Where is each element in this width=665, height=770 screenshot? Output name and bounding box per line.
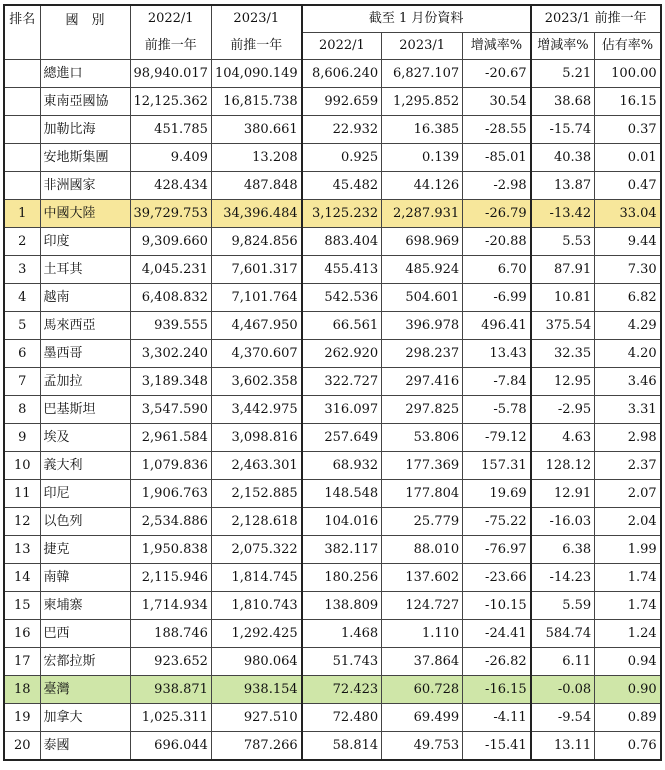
country-cell: 巴西	[40, 620, 130, 648]
rank-cell: 10	[4, 452, 40, 480]
value-2022-prior-year: 4,045.231	[130, 256, 211, 284]
country-cell: 加拿大	[40, 704, 130, 732]
value-2022-jan: 3,125.232	[302, 200, 382, 228]
value-2022-jan: 316.097	[302, 396, 382, 424]
header-col1-bottom: 前推一年	[130, 33, 211, 60]
value-2023-prior-year: 7,601.317	[211, 256, 301, 284]
change-rate-jan: -20.67	[463, 60, 531, 88]
value-2022-prior-year: 1,025.311	[130, 704, 211, 732]
rank-cell	[4, 116, 40, 144]
country-cell: 以色列	[40, 508, 130, 536]
value-2023-jan: 137.602	[382, 564, 463, 592]
value-2023-jan: 297.416	[382, 368, 463, 396]
value-2023-jan: 69.499	[382, 704, 463, 732]
value-2022-jan: 138.809	[302, 592, 382, 620]
share-rate: 1.74	[595, 564, 661, 592]
rank-cell	[4, 60, 40, 88]
value-2023-prior-year: 1,810.743	[211, 592, 301, 620]
table-row	[4, 340, 661, 368]
change-rate-prior-year: -14.23	[531, 564, 595, 592]
table-row	[4, 144, 661, 172]
share-rate: 100.00	[595, 60, 661, 88]
value-2022-jan: 180.256	[302, 564, 382, 592]
share-rate: 7.30	[595, 256, 661, 284]
value-2022-prior-year: 3,302.240	[130, 340, 211, 368]
table-body	[4, 60, 661, 761]
value-2023-jan: 177.369	[382, 452, 463, 480]
table-row	[4, 228, 661, 256]
table-row	[4, 396, 661, 424]
value-2023-jan: 1.110	[382, 620, 463, 648]
country-cell: 孟加拉	[40, 368, 130, 396]
value-2022-prior-year: 451.785	[130, 116, 211, 144]
change-rate-prior-year: -9.54	[531, 704, 595, 732]
value-2022-jan: 58.814	[302, 732, 382, 761]
value-2023-prior-year: 2,152.885	[211, 480, 301, 508]
value-2023-jan: 0.139	[382, 144, 463, 172]
value-2022-prior-year: 188.746	[130, 620, 211, 648]
value-2022-jan: 992.659	[302, 88, 382, 116]
value-2022-prior-year: 938.871	[130, 676, 211, 704]
change-rate-prior-year: 32.35	[531, 340, 595, 368]
change-rate-prior-year: 87.91	[531, 256, 595, 284]
value-2022-prior-year: 12,125.362	[130, 88, 211, 116]
table-row	[4, 536, 661, 564]
value-2023-prior-year: 487.848	[211, 172, 301, 200]
country-cell: 墨西哥	[40, 340, 130, 368]
change-rate-prior-year: 13.11	[531, 732, 595, 761]
value-2022-jan: 45.482	[302, 172, 382, 200]
change-rate-jan: -2.98	[463, 172, 531, 200]
change-rate-prior-year: 5.53	[531, 228, 595, 256]
table-row	[4, 312, 661, 340]
change-rate-jan: -75.22	[463, 508, 531, 536]
value-2022-prior-year: 2,961.584	[130, 424, 211, 452]
change-rate-prior-year: 375.54	[531, 312, 595, 340]
country-cell: 印度	[40, 228, 130, 256]
header-col1-top: 2022/1	[130, 5, 211, 33]
value-2023-prior-year: 787.266	[211, 732, 301, 761]
change-rate-jan: -24.41	[463, 620, 531, 648]
value-2022-jan: 542.536	[302, 284, 382, 312]
value-2022-jan: 66.561	[302, 312, 382, 340]
share-rate: 9.44	[595, 228, 661, 256]
header-col6: 增減率%	[531, 33, 595, 60]
table-row	[4, 368, 661, 396]
value-2023-jan: 2,287.931	[382, 200, 463, 228]
rank-cell: 4	[4, 284, 40, 312]
header-col4: 2023/1	[382, 33, 463, 60]
change-rate-prior-year: -16.03	[531, 508, 595, 536]
change-rate-prior-year: 6.11	[531, 648, 595, 676]
country-cell: 義大利	[40, 452, 130, 480]
value-2023-jan: 485.924	[382, 256, 463, 284]
value-2022-jan: 883.404	[302, 228, 382, 256]
country-cell: 泰國	[40, 732, 130, 761]
share-rate: 2.37	[595, 452, 661, 480]
table-row	[4, 452, 661, 480]
value-2023-prior-year: 16,815.738	[211, 88, 301, 116]
rank-cell: 20	[4, 732, 40, 761]
value-2022-prior-year: 939.555	[130, 312, 211, 340]
country-cell: 越南	[40, 284, 130, 312]
value-2022-jan: 1.468	[302, 620, 382, 648]
country-cell: 總進口	[40, 60, 130, 88]
value-2023-jan: 16.385	[382, 116, 463, 144]
value-2023-jan: 504.601	[382, 284, 463, 312]
value-2022-prior-year: 1,079.836	[130, 452, 211, 480]
share-rate: 0.37	[595, 116, 661, 144]
country-cell: 南韓	[40, 564, 130, 592]
country-cell: 東南亞國協	[40, 88, 130, 116]
table-row	[4, 256, 661, 284]
change-rate-jan: -15.41	[463, 732, 531, 761]
value-2022-prior-year: 696.044	[130, 732, 211, 761]
share-rate: 0.01	[595, 144, 661, 172]
import-table	[3, 4, 662, 761]
rank-cell: 7	[4, 368, 40, 396]
table-row	[4, 88, 661, 116]
value-2022-jan: 257.649	[302, 424, 382, 452]
value-2022-jan: 72.423	[302, 676, 382, 704]
change-rate-jan: 19.69	[463, 480, 531, 508]
table-row	[4, 508, 661, 536]
value-2023-prior-year: 980.064	[211, 648, 301, 676]
country-cell: 非洲國家	[40, 172, 130, 200]
change-rate-jan: -4.11	[463, 704, 531, 732]
share-rate: 2.07	[595, 480, 661, 508]
value-2022-jan: 148.548	[302, 480, 382, 508]
value-2022-jan: 382.117	[302, 536, 382, 564]
share-rate: 1.24	[595, 620, 661, 648]
share-rate: 0.90	[595, 676, 661, 704]
change-rate-prior-year: 13.87	[531, 172, 595, 200]
rank-cell: 15	[4, 592, 40, 620]
change-rate-jan: -20.88	[463, 228, 531, 256]
value-2023-prior-year: 9,824.856	[211, 228, 301, 256]
share-rate: 3.46	[595, 368, 661, 396]
share-rate: 0.47	[595, 172, 661, 200]
change-rate-jan: -26.82	[463, 648, 531, 676]
country-cell: 馬來西亞	[40, 312, 130, 340]
change-rate-prior-year: -13.42	[531, 200, 595, 228]
value-2023-jan: 6,827.107	[382, 60, 463, 88]
value-2023-prior-year: 2,128.618	[211, 508, 301, 536]
value-2022-jan: 22.932	[302, 116, 382, 144]
change-rate-prior-year: -0.08	[531, 676, 595, 704]
value-2023-jan: 698.969	[382, 228, 463, 256]
header-col3: 2022/1	[302, 33, 382, 60]
change-rate-jan: -23.66	[463, 564, 531, 592]
country-cell: 捷克	[40, 536, 130, 564]
value-2023-prior-year: 1,814.745	[211, 564, 301, 592]
change-rate-jan: -79.12	[463, 424, 531, 452]
value-2022-prior-year: 1,906.763	[130, 480, 211, 508]
share-rate: 2.04	[595, 508, 661, 536]
value-2023-jan: 177.804	[382, 480, 463, 508]
value-2022-prior-year: 39,729.753	[130, 200, 211, 228]
rank-cell	[4, 144, 40, 172]
value-2022-jan: 68.932	[302, 452, 382, 480]
import-table-container	[3, 4, 662, 761]
rank-cell: 18	[4, 676, 40, 704]
table-row	[4, 480, 661, 508]
table-row	[4, 284, 661, 312]
change-rate-prior-year: 128.12	[531, 452, 595, 480]
change-rate-jan: -6.99	[463, 284, 531, 312]
change-rate-jan: -10.15	[463, 592, 531, 620]
change-rate-jan: -85.01	[463, 144, 531, 172]
table-header	[4, 5, 661, 60]
value-2022-prior-year: 3,547.590	[130, 396, 211, 424]
value-2023-prior-year: 4,370.607	[211, 340, 301, 368]
value-2023-prior-year: 104,090.149	[211, 60, 301, 88]
value-2022-jan: 8,606.240	[302, 60, 382, 88]
change-rate-prior-year: 6.38	[531, 536, 595, 564]
share-rate: 6.82	[595, 284, 661, 312]
header-col2-top: 2023/1	[211, 5, 301, 33]
change-rate-jan: 13.43	[463, 340, 531, 368]
share-rate: 16.15	[595, 88, 661, 116]
country-cell: 宏都拉斯	[40, 648, 130, 676]
rank-cell: 1	[4, 200, 40, 228]
table-row	[4, 60, 661, 88]
value-2023-prior-year: 2,075.322	[211, 536, 301, 564]
country-cell: 埃及	[40, 424, 130, 452]
value-2022-prior-year: 1,714.934	[130, 592, 211, 620]
value-2022-prior-year: 3,189.348	[130, 368, 211, 396]
rank-cell: 17	[4, 648, 40, 676]
value-2023-jan: 25.779	[382, 508, 463, 536]
value-2023-jan: 53.806	[382, 424, 463, 452]
value-2023-jan: 44.126	[382, 172, 463, 200]
share-rate: 4.20	[595, 340, 661, 368]
table-row	[4, 200, 661, 228]
value-2022-prior-year: 428.434	[130, 172, 211, 200]
change-rate-jan: -26.79	[463, 200, 531, 228]
header-row-top	[4, 5, 661, 33]
share-rate: 33.04	[595, 200, 661, 228]
value-2023-prior-year: 2,463.301	[211, 452, 301, 480]
header-col2-bottom: 前推一年	[211, 33, 301, 60]
country-cell: 加勒比海	[40, 116, 130, 144]
value-2023-prior-year: 3,098.816	[211, 424, 301, 452]
table-row	[4, 564, 661, 592]
change-rate-jan: 30.54	[463, 88, 531, 116]
change-rate-jan: 157.31	[463, 452, 531, 480]
value-2022-jan: 455.413	[302, 256, 382, 284]
change-rate-prior-year: 584.74	[531, 620, 595, 648]
header-col7: 佔有率%	[595, 33, 661, 60]
country-cell: 中國大陸	[40, 200, 130, 228]
change-rate-jan: -28.55	[463, 116, 531, 144]
change-rate-prior-year: 10.81	[531, 284, 595, 312]
value-2023-prior-year: 13.208	[211, 144, 301, 172]
rank-cell: 5	[4, 312, 40, 340]
share-rate: 0.76	[595, 732, 661, 761]
value-2023-jan: 124.727	[382, 592, 463, 620]
value-2022-prior-year: 6,408.832	[130, 284, 211, 312]
value-2022-prior-year: 2,115.946	[130, 564, 211, 592]
table-row	[4, 116, 661, 144]
change-rate-prior-year: 12.91	[531, 480, 595, 508]
rank-cell	[4, 88, 40, 116]
country-cell: 巴基斯坦	[40, 396, 130, 424]
value-2023-jan: 297.825	[382, 396, 463, 424]
rank-cell: 2	[4, 228, 40, 256]
change-rate-prior-year: 12.95	[531, 368, 595, 396]
header-country: 國 別	[40, 5, 130, 60]
value-2022-prior-year: 923.652	[130, 648, 211, 676]
header-group-prior-year: 2023/1 前推一年	[531, 5, 661, 33]
value-2023-prior-year: 938.154	[211, 676, 301, 704]
share-rate: 1.74	[595, 592, 661, 620]
value-2022-jan: 262.920	[302, 340, 382, 368]
value-2022-jan: 72.480	[302, 704, 382, 732]
table-row	[4, 648, 661, 676]
rank-cell: 12	[4, 508, 40, 536]
change-rate-prior-year: 38.68	[531, 88, 595, 116]
change-rate-jan: -16.15	[463, 676, 531, 704]
value-2023-jan: 60.728	[382, 676, 463, 704]
change-rate-jan: -5.78	[463, 396, 531, 424]
value-2023-jan: 88.010	[382, 536, 463, 564]
table-row	[4, 592, 661, 620]
value-2023-prior-year: 380.661	[211, 116, 301, 144]
change-rate-prior-year: 4.63	[531, 424, 595, 452]
table-row	[4, 676, 661, 704]
value-2023-prior-year: 927.510	[211, 704, 301, 732]
share-rate: 0.94	[595, 648, 661, 676]
value-2023-prior-year: 3,442.975	[211, 396, 301, 424]
country-cell: 臺灣	[40, 676, 130, 704]
share-rate: 1.99	[595, 536, 661, 564]
share-rate: 2.98	[595, 424, 661, 452]
rank-cell: 9	[4, 424, 40, 452]
value-2023-prior-year: 7,101.764	[211, 284, 301, 312]
value-2023-prior-year: 34,396.484	[211, 200, 301, 228]
value-2022-jan: 51.743	[302, 648, 382, 676]
share-rate: 0.89	[595, 704, 661, 732]
table-row	[4, 732, 661, 761]
country-cell: 土耳其	[40, 256, 130, 284]
value-2023-jan: 1,295.852	[382, 88, 463, 116]
share-rate: 3.31	[595, 396, 661, 424]
value-2023-prior-year: 1,292.425	[211, 620, 301, 648]
rank-cell: 19	[4, 704, 40, 732]
rank-cell: 6	[4, 340, 40, 368]
country-cell: 印尼	[40, 480, 130, 508]
change-rate-jan: 496.41	[463, 312, 531, 340]
rank-cell: 11	[4, 480, 40, 508]
change-rate-jan: 6.70	[463, 256, 531, 284]
change-rate-prior-year: 5.21	[531, 60, 595, 88]
value-2023-jan: 49.753	[382, 732, 463, 761]
value-2023-jan: 396.978	[382, 312, 463, 340]
rank-cell: 3	[4, 256, 40, 284]
value-2022-jan: 0.925	[302, 144, 382, 172]
value-2022-jan: 104.016	[302, 508, 382, 536]
rank-cell	[4, 172, 40, 200]
table-row	[4, 172, 661, 200]
rank-cell: 16	[4, 620, 40, 648]
table-row	[4, 424, 661, 452]
value-2022-prior-year: 98,940.017	[130, 60, 211, 88]
value-2022-jan: 322.727	[302, 368, 382, 396]
change-rate-jan: -76.97	[463, 536, 531, 564]
value-2023-prior-year: 4,467.950	[211, 312, 301, 340]
change-rate-prior-year: -15.74	[531, 116, 595, 144]
table-row	[4, 704, 661, 732]
change-rate-jan: -7.84	[463, 368, 531, 396]
value-2022-prior-year: 1,950.838	[130, 536, 211, 564]
rank-cell: 8	[4, 396, 40, 424]
value-2022-prior-year: 2,534.886	[130, 508, 211, 536]
value-2023-jan: 37.864	[382, 648, 463, 676]
country-cell: 安地斯集團	[40, 144, 130, 172]
value-2022-prior-year: 9.409	[130, 144, 211, 172]
header-col5: 增減率%	[463, 33, 531, 60]
share-rate: 4.29	[595, 312, 661, 340]
rank-cell: 13	[4, 536, 40, 564]
header-rank: 排名	[4, 5, 40, 60]
table-row	[4, 620, 661, 648]
change-rate-prior-year: 40.38	[531, 144, 595, 172]
value-2022-prior-year: 9,309.660	[130, 228, 211, 256]
country-cell: 柬埔寨	[40, 592, 130, 620]
change-rate-prior-year: -2.95	[531, 396, 595, 424]
change-rate-prior-year: 5.59	[531, 592, 595, 620]
header-group-jan: 截至 1 月份資料	[302, 5, 531, 33]
value-2023-jan: 298.237	[382, 340, 463, 368]
value-2023-prior-year: 3,602.358	[211, 368, 301, 396]
rank-cell: 14	[4, 564, 40, 592]
